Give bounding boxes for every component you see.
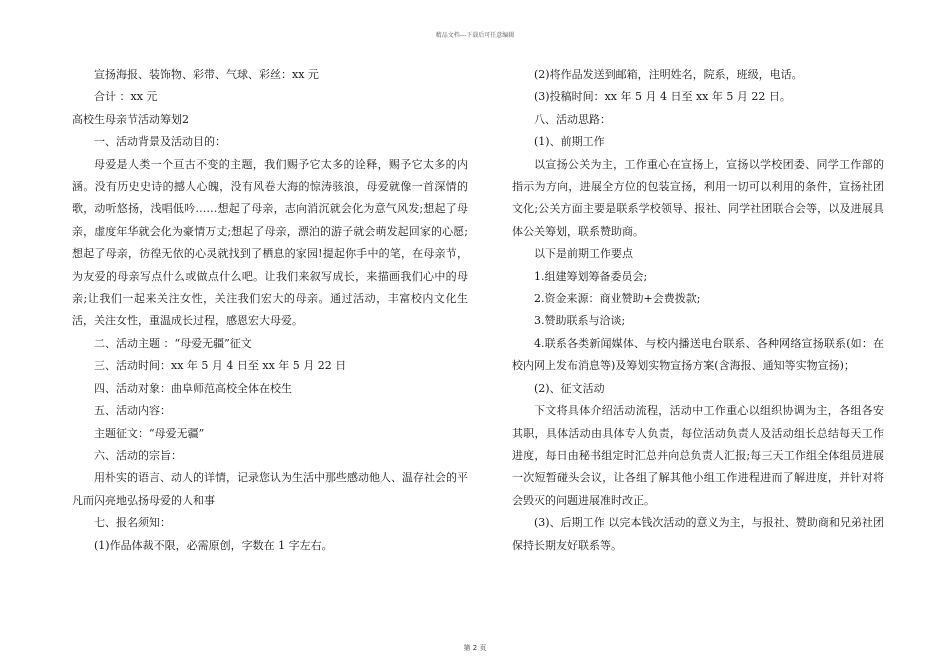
subheading-early-work: (1)、前期工作 [534, 135, 605, 149]
registration-item-2: (2)将作品发送到邮箱，注明姓名，院系，班级，电话。 [534, 68, 803, 81]
subheading-essay-activity: (2)、征文活动 [534, 381, 605, 395]
section-heading-content: 五、活动内容： [94, 404, 171, 418]
essay-theme: 主题征文：“母爱无疆” [94, 426, 205, 440]
page-header: 精品文档---下载后可任意编辑 [435, 32, 515, 39]
section-heading-purpose: 六、活动的宗旨： [94, 448, 182, 462]
plan-title: 高校生母亲节活动筹划2 [72, 112, 189, 126]
early-work-point-2: 2.资金来源：商业赞助+会费拨款; [534, 292, 701, 306]
budget-total: 合计 ：xx 元 [94, 90, 158, 104]
early-work-point-1: 1.组建筹划筹备委员会; [534, 269, 648, 283]
section-heading-background: 一、活动背景及活动目的： [94, 135, 226, 149]
background-paragraph: 母爱是人类一个亘古不变的主题，我们赐予它太多的诠释，赐予它太多的内涵。没有历史史诗的撼人心魄，没有风卷大海的惊涛骇浪，母爱就像一首深情的歌，动听悠扬，浅唱低吟……想起了母亲，志向消沉就会化为意气风发;想起了母亲，虚度年华就会化为豪情万丈;想起了母亲，漂泊的游子就会萌发起回家的心愿;想起了母亲，彷徨无依的心灵就找到了栖息的家园!提起你手中的笔，在母亲节，为友爱的母亲写点什么或做点什么吧。让我们来叙写成长，来描画我们心中的母亲;让我们一起来关注女性，关注我们宏大的母亲。通过活动，丰富校内文化生活，关注女性，重温成长过程，感恩宏大母爱。 [72, 157, 468, 328]
section-heading-approach: 八、活动思路： [534, 112, 611, 126]
essay-activity-paragraph: 下文将具体介绍活动流程，活动中工作重心以组织协调为主，各组各安其职，具体活动由具体专人负责，每位活动负责人及活动组长总结每天工作进度，每日由秘书组定时汇总并向总负责人汇报;每三天工作组全体组员进展一次短暂碰头会议，让各组了解其他小组工作进程进而了解进度，并针对将会毁灭的问题进展准时改正。 [512, 404, 884, 507]
purpose-paragraph: 用朴实的语言、动人的详情，记录您认为生活中那些感动他人、温存社会的平凡而闪亮地弘扬母爱的人和事 [72, 471, 468, 507]
activity-theme: 二、活动主题 ：“母爱无疆”征文 [94, 336, 252, 350]
early-work-point-4: 4.联系各类新闻媒体、与校内播送电台联系、各种网络宣扬联系(如：在校内网上发布消息等)及筹划实物宣扬方案(含海报、通知等实物宣扬)； [512, 336, 884, 373]
right-column [512, 64, 884, 557]
registration-item-1: (1)作品体裁不限，必需原创，字数在 1 字左右。 [94, 538, 333, 552]
early-work-points-intro: 以下是前期工作要点 [534, 247, 633, 261]
activity-target: 四、活动对象：曲阜师范高校全体在校生 [94, 381, 292, 395]
later-work-paragraph: (3)、后期工作 以完本钱次活动的意义为主，与报社、赞助商和兄弟社团保持长期友好联系等。 [512, 516, 884, 552]
page-number: 第 2 页 [463, 644, 487, 652]
activity-time: 三、活动时间：xx 年 5 月 4 日至 xx 年 5 月 22 日 [94, 359, 347, 373]
section-heading-registration: 七、报名须知： [94, 516, 171, 530]
left-column [72, 64, 468, 557]
early-work-paragraph: 以宣扬公关为主，工作重心在宣扬上，宣扬以学校团委、同学工作部的指示为方向，进展全方位的包装宣扬，利用一切可以利用的条件，宣扬社团文化;公关方面主要是联系学校领导、报社、同学社团联合会等，以及进展具体公关筹划，联系赞助商。 [512, 157, 884, 238]
registration-item-3: (3)投稿时间：xx 年 5 月 4 日至 xx 年 5 月 22 日。 [534, 90, 791, 104]
early-work-point-3: 3.赞助联系与洽谈; [534, 314, 626, 328]
budget-line-decorations: 宣扬海报、装饰物、彩带、气球、彩丝：xx 元 [94, 68, 319, 81]
